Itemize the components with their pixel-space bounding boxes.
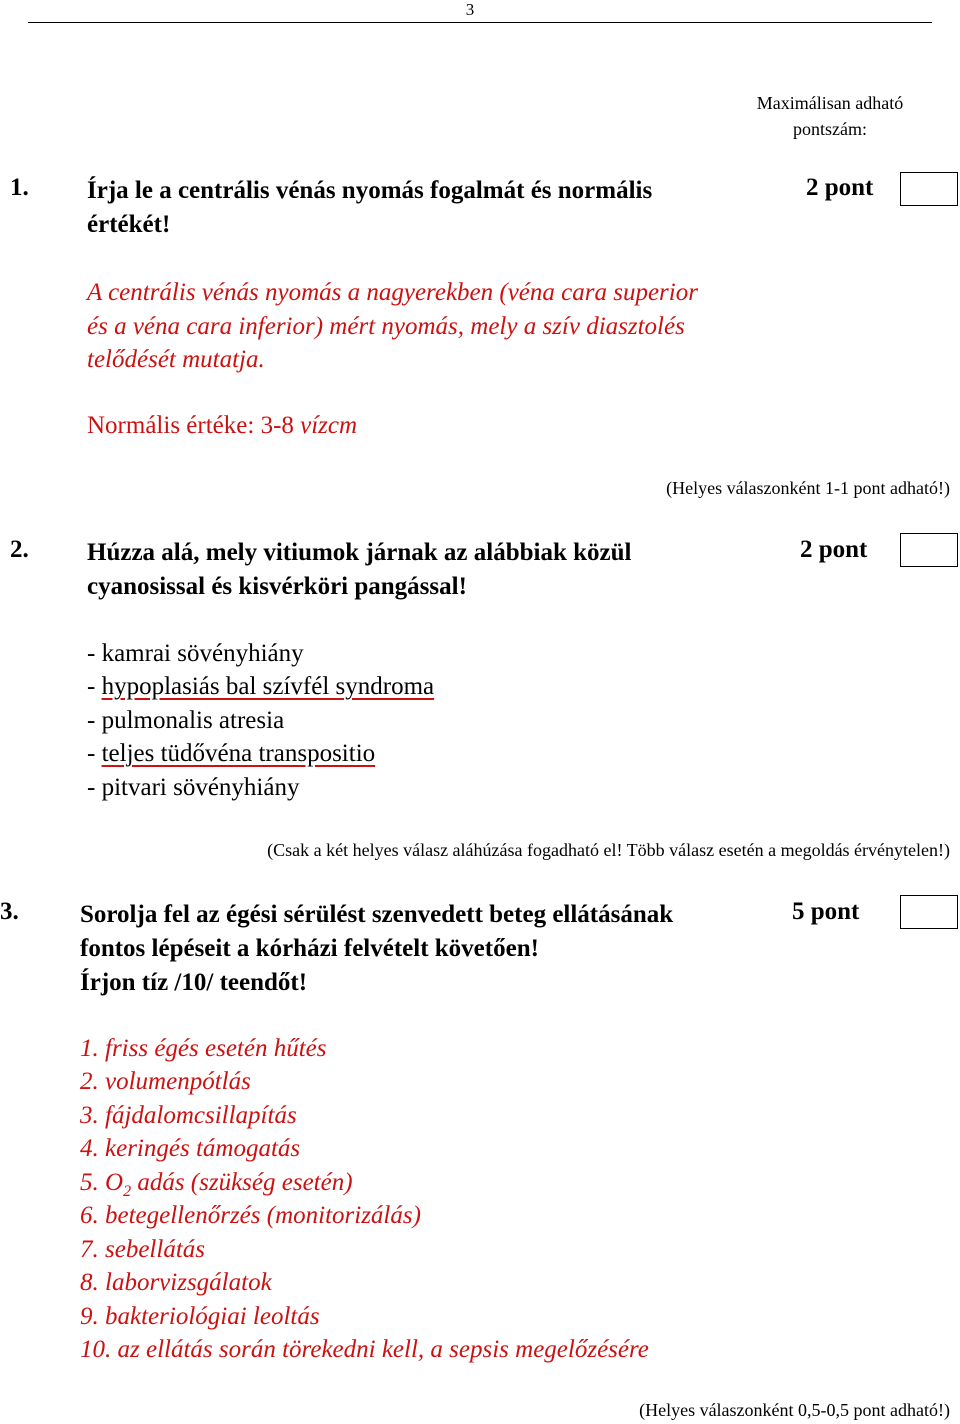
q3-answer-item: 6. betegellenőrzés (monitorizálás): [80, 1202, 421, 1229]
q3-answer-item: 1. friss égés esetén hűtés: [80, 1035, 327, 1062]
q3-question-line2: fontos lépéseit a kórházi felvételt követően!: [80, 935, 539, 962]
q3-score-box[interactable]: [900, 895, 958, 929]
q2-option-prefix: -: [87, 740, 102, 767]
q1-question-line1: Írja le a centrális vénás nyomás fogalmát és normális: [87, 177, 653, 204]
q2-question-line2: cyanosissal és kisvérköri pangással!: [87, 573, 467, 600]
q2-points: 2 pont: [800, 536, 868, 563]
q1-number: 1.: [10, 174, 29, 201]
q2-number: 2.: [10, 536, 29, 563]
q2-option-text: pitvari sövényhiány: [101, 774, 300, 801]
q2-scoring-note: (Csak a két helyes válasz aláhúzása fogadható el! Több válasz esetén a megoldás érvénytelen!): [267, 840, 950, 860]
q1-answer-line2: és a véna cara inferior) mért nyomás, mely a szív diasztolés: [87, 313, 685, 340]
header-divider: [28, 22, 932, 23]
q2-option-text-underlined: teljes tüdővéna transpositio: [101, 740, 376, 767]
q1-question-line2: értékét!: [87, 211, 171, 238]
q1-normal-number: 3-8: [260, 412, 294, 439]
q3-number: 3.: [0, 898, 19, 925]
q3-scoring-note: (Helyes válaszonként 0,5-0,5 pont adható!): [639, 1400, 950, 1420]
q1-scoring-note: (Helyes válaszonként 1-1 pont adható!): [666, 478, 950, 498]
q2-option-prefix: -: [87, 707, 102, 734]
page-number: 3: [465, 0, 475, 19]
q2-option[interactable]: [87, 704, 284, 738]
q3-answer-item: 2. volumenpótlás: [80, 1068, 251, 1095]
q2-option-prefix: -: [87, 673, 102, 700]
q2-question-line1: Húzza alá, mely vitiumok járnak az alábbiak közül: [87, 539, 632, 566]
max-points-label: Maximálisan adható pontszám:: [756, 93, 904, 139]
q3-answer5-start: 5. O: [80, 1169, 124, 1196]
q3-question-line3: Írjon tíz /10/ teendőt!: [80, 969, 308, 996]
q2-option[interactable]: [87, 771, 299, 805]
q3-answer5-subscript: 2: [123, 1183, 132, 1200]
q2-option[interactable]: [87, 670, 434, 704]
q3-answer-item: 4. keringés támogatás: [80, 1135, 301, 1162]
q1-answer-line1: A centrális vénás nyomás a nagyerekben (véna cara superior: [87, 279, 698, 306]
q1-answer-line3: telődését mutatja.: [87, 346, 265, 373]
q3-answer-item: 3. fájdalomcsillapítás: [80, 1102, 297, 1129]
q2-option-text: kamrai sövényhiány: [101, 640, 304, 667]
q2-option-prefix: -: [87, 774, 102, 801]
q1-score-box[interactable]: [900, 172, 958, 206]
q2-option[interactable]: [87, 637, 304, 671]
q3-answer-item: 9. bakteriológiai leoltás: [80, 1303, 320, 1330]
q3-answer5-rest: adás (szükség esetén): [131, 1169, 353, 1196]
q1-normal-unit: vízcm: [293, 412, 358, 439]
q2-option-prefix: -: [87, 640, 102, 667]
q2-option[interactable]: [87, 737, 375, 771]
q1-normal-label: Normális értéke:: [87, 412, 261, 439]
q2-option-text: pulmonalis atresia: [101, 707, 285, 734]
q2-option-text-underlined: hypoplasiás bal szívfél syndroma: [101, 673, 435, 700]
q3-answer-item: 7. sebellátás: [80, 1236, 205, 1263]
q3-answer-item: 8. laborvizsgálatok: [80, 1269, 272, 1296]
q3-question-line1: Sorolja fel az égési sérülést szenvedett beteg ellátásának: [80, 901, 674, 928]
q3-points: 5 pont: [792, 898, 860, 925]
q1-normal-value: [87, 409, 357, 443]
q2-score-box[interactable]: [900, 533, 958, 567]
q1-points: 2 pont: [806, 174, 874, 201]
q3-answer-item: 10. az ellátás során törekedni kell, a sepsis megelőzésére: [80, 1336, 649, 1363]
